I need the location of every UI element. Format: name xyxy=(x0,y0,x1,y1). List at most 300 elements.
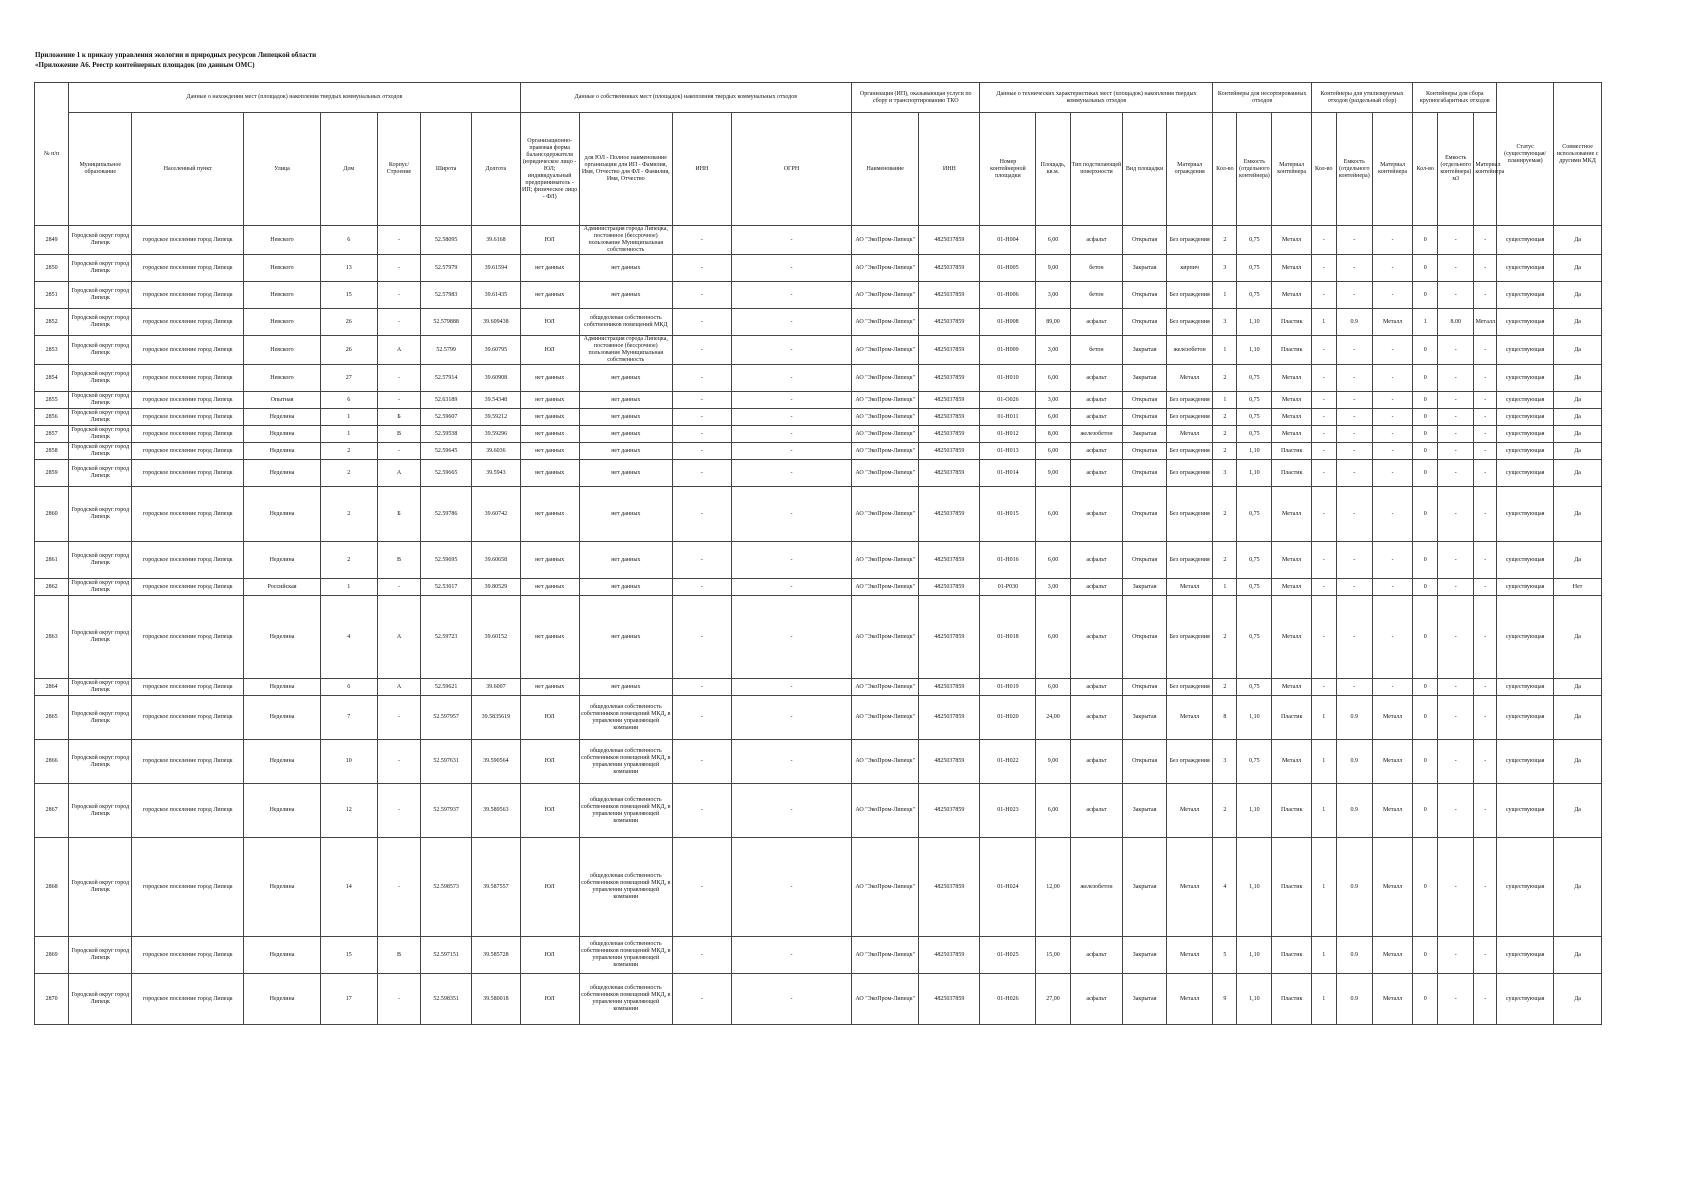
site-type-cell: Закрытая xyxy=(1123,255,1166,282)
container-material-cell: Пластик xyxy=(1272,309,1311,336)
surface-cell: бетон xyxy=(1070,336,1123,365)
status-cell: существующая xyxy=(1497,542,1554,579)
operator-inn-cell: 4825037859 xyxy=(919,460,980,487)
recycle-capacity-cell: - xyxy=(1336,596,1372,679)
container-count-cell: 2 xyxy=(1213,784,1237,838)
row-number-cell: 2870 xyxy=(35,974,69,1025)
shared-use-cell: Да xyxy=(1554,309,1602,336)
shared-use-cell: Да xyxy=(1554,596,1602,679)
container-capacity-cell: 0,75 xyxy=(1237,596,1272,679)
bulky-material-cell: - xyxy=(1474,542,1497,579)
recycle-material-cell: - xyxy=(1372,409,1412,426)
house-cell: 2 xyxy=(320,443,377,460)
longitude-cell: 39.589563 xyxy=(471,784,520,838)
bulky-material-cell: - xyxy=(1474,392,1497,409)
settlement-cell: городское поселение город Липецк xyxy=(132,443,244,460)
municipality-cell: Городской округ город Липецк xyxy=(69,487,132,542)
container-capacity-cell: 1,10 xyxy=(1237,974,1272,1025)
recycle-count-cell: - xyxy=(1311,426,1336,443)
building-cell: - xyxy=(377,740,420,784)
municipality-cell: Городской округ город Липецк xyxy=(69,443,132,460)
municipality-cell: Городской округ город Липецк xyxy=(69,542,132,579)
shared-use-cell: Да xyxy=(1554,426,1602,443)
building-cell: - xyxy=(377,696,420,740)
municipality-cell: Городской округ город Липецк xyxy=(69,974,132,1025)
container-count-cell: 5 xyxy=(1213,937,1237,974)
operator-inn-cell: 4825037859 xyxy=(919,487,980,542)
building-cell: В xyxy=(377,542,420,579)
col-building-header: Корпус/Строение xyxy=(377,113,420,226)
operator-inn-cell: 4825037859 xyxy=(919,542,980,579)
street-cell: Невского xyxy=(244,255,321,282)
building-cell: А xyxy=(377,336,420,365)
recycle-capacity-cell: - xyxy=(1336,679,1372,696)
col-fence-header: Материал ограждения xyxy=(1166,113,1213,226)
bulky-capacity-cell: - xyxy=(1438,336,1474,365)
settlement-cell: городское поселение город Липецк xyxy=(132,409,244,426)
container-count-cell: 8 xyxy=(1213,696,1237,740)
row-number-cell: 2858 xyxy=(35,443,69,460)
area-cell: 12,00 xyxy=(1036,838,1070,937)
recycle-count-cell: - xyxy=(1311,336,1336,365)
ogrn-cell: - xyxy=(731,542,851,579)
inn-cell: - xyxy=(672,336,731,365)
recycle-count-cell: - xyxy=(1311,392,1336,409)
col-count1-header: Кол-во xyxy=(1213,113,1237,226)
fence-cell: Без ограждения xyxy=(1166,542,1213,579)
legal-form-cell: ЮЛ xyxy=(520,226,579,255)
operator-inn-cell: 4825037859 xyxy=(919,974,980,1025)
area-cell: 15,00 xyxy=(1036,937,1070,974)
status-cell: существующая xyxy=(1497,696,1554,740)
owner-name-cell: общедолевая собственность собственников помещений МКД, в управлении управляющей компании xyxy=(579,937,672,974)
longitude-cell: 39.60658 xyxy=(471,542,520,579)
bulky-count-cell: 0 xyxy=(1413,679,1438,696)
shared-use-cell: Да xyxy=(1554,784,1602,838)
container-capacity-cell: 1,10 xyxy=(1237,336,1272,365)
container-count-cell: 1 xyxy=(1213,392,1237,409)
street-cell: Неделина xyxy=(244,487,321,542)
row-number-cell: 2855 xyxy=(35,392,69,409)
col-material3-header: Материал контейнера xyxy=(1474,113,1497,226)
owner-name-cell: нет данных xyxy=(579,409,672,426)
status-cell: существующая xyxy=(1497,255,1554,282)
legal-form-cell: нет данных xyxy=(520,460,579,487)
bulky-count-cell: 0 xyxy=(1413,365,1438,392)
area-cell: 6,00 xyxy=(1036,226,1070,255)
container-material-cell: Металл xyxy=(1272,679,1311,696)
recycle-material-cell: - xyxy=(1372,426,1412,443)
legal-form-cell: ЮЛ xyxy=(520,309,579,336)
row-number-cell: 2861 xyxy=(35,542,69,579)
surface-cell: асфальт xyxy=(1070,596,1123,679)
street-cell: Неделина xyxy=(244,696,321,740)
recycle-material-cell: - xyxy=(1372,226,1412,255)
latitude-cell: 52.59607 xyxy=(421,409,472,426)
recycle-capacity-cell: 0.9 xyxy=(1336,309,1372,336)
bulky-count-cell: 0 xyxy=(1413,542,1438,579)
bulky-capacity-cell: - xyxy=(1438,542,1474,579)
municipality-cell: Городской округ город Липецк xyxy=(69,937,132,974)
container-count-cell: 3 xyxy=(1213,255,1237,282)
recycle-count-cell: 1 xyxy=(1311,740,1336,784)
municipality-cell: Городской округ город Липецк xyxy=(69,740,132,784)
bulky-capacity-cell: - xyxy=(1438,784,1474,838)
col-status-header: Статус (существующая/ планируемая) xyxy=(1497,83,1554,226)
status-cell: существующая xyxy=(1497,460,1554,487)
status-cell: существующая xyxy=(1497,443,1554,460)
bulky-capacity-cell: - xyxy=(1438,937,1474,974)
recycle-count-cell: - xyxy=(1311,487,1336,542)
recycle-capacity-cell: - xyxy=(1336,460,1372,487)
status-cell: существующая xyxy=(1497,740,1554,784)
house-cell: 26 xyxy=(320,309,377,336)
operator-inn-cell: 4825037859 xyxy=(919,579,980,596)
fence-cell: Металл xyxy=(1166,937,1213,974)
operator-inn-cell: 4825037859 xyxy=(919,336,980,365)
row-number-cell: 2863 xyxy=(35,596,69,679)
site-type-cell: Закрытая xyxy=(1123,426,1166,443)
bulky-material-cell: - xyxy=(1474,740,1497,784)
table-row xyxy=(35,255,1602,282)
surface-cell: бетон xyxy=(1070,282,1123,309)
legal-form-cell: нет данных xyxy=(520,542,579,579)
longitude-cell: 39.5943 xyxy=(471,460,520,487)
status-cell: существующая xyxy=(1497,596,1554,679)
bulky-count-cell: 0 xyxy=(1413,696,1438,740)
surface-cell: асфальт xyxy=(1070,542,1123,579)
container-count-cell: 2 xyxy=(1213,426,1237,443)
shared-use-cell: Да xyxy=(1554,282,1602,309)
inn-cell: - xyxy=(672,974,731,1025)
bulky-count-cell: 0 xyxy=(1413,974,1438,1025)
shared-use-cell: Да xyxy=(1554,226,1602,255)
house-cell: 26 xyxy=(320,336,377,365)
col-inn-header: ИНН xyxy=(672,113,731,226)
recycle-count-cell: - xyxy=(1311,579,1336,596)
surface-cell: асфальт xyxy=(1070,487,1123,542)
site-number-cell: 01-Р030 xyxy=(980,579,1036,596)
recycle-material-cell: - xyxy=(1372,365,1412,392)
shared-use-cell: Да xyxy=(1554,392,1602,409)
bulky-count-cell: 0 xyxy=(1413,596,1438,679)
container-capacity-cell: 0,75 xyxy=(1237,365,1272,392)
house-cell: 1 xyxy=(320,579,377,596)
recycle-capacity-cell: 0.9 xyxy=(1336,974,1372,1025)
longitude-cell: 39.60908 xyxy=(471,365,520,392)
area-cell: 6,00 xyxy=(1036,487,1070,542)
recycle-capacity-cell: 0.9 xyxy=(1336,937,1372,974)
bulky-material-cell: - xyxy=(1474,487,1497,542)
recycle-material-cell: Металл xyxy=(1372,309,1412,336)
fence-cell: Без ограждения xyxy=(1166,309,1213,336)
site-number-cell: 01-Н011 xyxy=(980,409,1036,426)
settlement-cell: городское поселение город Липецк xyxy=(132,392,244,409)
recycle-capacity-cell: 0.9 xyxy=(1336,838,1372,937)
legal-form-cell: ЮЛ xyxy=(520,937,579,974)
ogrn-cell: - xyxy=(731,838,851,937)
table-row xyxy=(35,542,1602,579)
legal-form-cell: нет данных xyxy=(520,679,579,696)
operator-name-cell: АО "ЭкоПром-Липецк" xyxy=(852,392,919,409)
owner-name-cell: Администрация города Липецка, постоянное (бессрочное) пользование Муниципальная собственность xyxy=(579,336,672,365)
area-cell: 6,00 xyxy=(1036,542,1070,579)
street-cell: Неделина xyxy=(244,679,321,696)
shared-use-cell: Да xyxy=(1554,974,1602,1025)
surface-cell: асфальт xyxy=(1070,365,1123,392)
municipality-cell: Городской округ город Липецк xyxy=(69,784,132,838)
recycle-count-cell: 1 xyxy=(1311,696,1336,740)
bulky-material-cell: - xyxy=(1474,365,1497,392)
recycle-material-cell: Металл xyxy=(1372,937,1412,974)
building-cell: - xyxy=(377,365,420,392)
shared-use-cell: Да xyxy=(1554,679,1602,696)
legal-form-cell: ЮЛ xyxy=(520,974,579,1025)
table-row xyxy=(35,579,1602,596)
municipality-cell: Городской округ город Липецк xyxy=(69,409,132,426)
site-number-cell: 01-Н025 xyxy=(980,937,1036,974)
operator-name-cell: АО "ЭкоПром-Липецк" xyxy=(852,740,919,784)
table-row xyxy=(35,409,1602,426)
latitude-cell: 52.59621 xyxy=(421,679,472,696)
building-cell: - xyxy=(377,392,420,409)
bulky-capacity-cell: - xyxy=(1438,409,1474,426)
operator-inn-cell: 4825037859 xyxy=(919,696,980,740)
container-capacity-cell: 0,75 xyxy=(1237,679,1272,696)
inn-cell: - xyxy=(672,365,731,392)
operator-name-cell: АО "ЭкоПром-Липецк" xyxy=(852,426,919,443)
ogrn-cell: - xyxy=(731,392,851,409)
settlement-cell: городское поселение город Липецк xyxy=(132,784,244,838)
area-cell: 89,00 xyxy=(1036,309,1070,336)
site-type-cell: Закрытая xyxy=(1123,579,1166,596)
surface-cell: асфальт xyxy=(1070,409,1123,426)
status-cell: существующая xyxy=(1497,426,1554,443)
legal-form-cell: нет данных xyxy=(520,282,579,309)
longitude-cell: 39.61594 xyxy=(471,255,520,282)
owner-name-cell: нет данных xyxy=(579,487,672,542)
table-row xyxy=(35,740,1602,784)
area-cell: 3,00 xyxy=(1036,282,1070,309)
bulky-count-cell: 0 xyxy=(1413,282,1438,309)
col-capacity1-header: Емкость (отдельного контейнера) xyxy=(1237,113,1272,226)
inn-cell: - xyxy=(672,226,731,255)
legal-form-cell: нет данных xyxy=(520,255,579,282)
fence-cell: Без ограждения xyxy=(1166,443,1213,460)
bulky-material-cell: - xyxy=(1474,336,1497,365)
container-count-cell: 3 xyxy=(1213,309,1237,336)
settlement-cell: городское поселение город Липецк xyxy=(132,487,244,542)
site-type-cell: Закрытая xyxy=(1123,974,1166,1025)
container-material-cell: Металл xyxy=(1272,596,1311,679)
street-cell: Невского xyxy=(244,282,321,309)
recycle-capacity-cell: - xyxy=(1336,392,1372,409)
col-name-header: для ЮЛ - Полное наименование организации для ИП - Фамилия, Имя, Отчество для ФЛ - Фамилия, Имя, Отчество xyxy=(579,113,672,226)
bulky-count-cell: 0 xyxy=(1413,579,1438,596)
bulky-capacity-cell: - xyxy=(1438,579,1474,596)
site-type-cell: Открытая xyxy=(1123,740,1166,784)
site-type-cell: Открытая xyxy=(1123,443,1166,460)
inn-cell: - xyxy=(672,282,731,309)
longitude-cell: 39.59212 xyxy=(471,409,520,426)
recycle-material-cell: - xyxy=(1372,679,1412,696)
row-number-cell: 2851 xyxy=(35,282,69,309)
row-number-cell: 2866 xyxy=(35,740,69,784)
container-count-cell: 2 xyxy=(1213,679,1237,696)
recycle-material-cell: - xyxy=(1372,255,1412,282)
col-area-header: Площадь, кв.м. xyxy=(1036,113,1070,226)
fence-cell: кирпич xyxy=(1166,255,1213,282)
bulky-count-cell: 0 xyxy=(1413,937,1438,974)
bulky-count-cell: 0 xyxy=(1413,392,1438,409)
operator-name-cell: АО "ЭкоПром-Липецк" xyxy=(852,784,919,838)
latitude-cell: 52.57979 xyxy=(421,255,472,282)
row-number-cell: 2853 xyxy=(35,336,69,365)
site-number-cell: 01-Н023 xyxy=(980,784,1036,838)
house-cell: 27 xyxy=(320,365,377,392)
latitude-cell: 52.57983 xyxy=(421,282,472,309)
bulky-capacity-cell: - xyxy=(1438,365,1474,392)
inn-cell: - xyxy=(672,309,731,336)
table-row xyxy=(35,460,1602,487)
owner-name-cell: нет данных xyxy=(579,255,672,282)
col-ogrn-header: ОГРН xyxy=(731,113,851,226)
col-lon-header: Долгота xyxy=(471,113,520,226)
container-count-cell: 2 xyxy=(1213,487,1237,542)
inn-cell: - xyxy=(672,784,731,838)
legal-form-cell: нет данных xyxy=(520,443,579,460)
container-material-cell: Пластик xyxy=(1272,336,1311,365)
area-cell: 6,00 xyxy=(1036,365,1070,392)
container-material-cell: Пластик xyxy=(1272,838,1311,937)
container-capacity-cell: 0,75 xyxy=(1237,579,1272,596)
col-site-no-header: Номер контейнерной площадки xyxy=(980,113,1036,226)
inn-cell: - xyxy=(672,838,731,937)
legal-form-cell: нет данных xyxy=(520,579,579,596)
container-material-cell: Металл xyxy=(1272,409,1311,426)
fence-cell: Металл xyxy=(1166,426,1213,443)
shared-use-cell: Да xyxy=(1554,443,1602,460)
latitude-cell: 52.63189 xyxy=(421,392,472,409)
bulky-capacity-cell: - xyxy=(1438,426,1474,443)
table-row xyxy=(35,838,1602,937)
bulky-material-cell: - xyxy=(1474,579,1497,596)
operator-inn-cell: 4825037859 xyxy=(919,740,980,784)
status-cell: существующая xyxy=(1497,226,1554,255)
fence-cell: Металл xyxy=(1166,838,1213,937)
row-number-cell: 2859 xyxy=(35,460,69,487)
building-cell: А xyxy=(377,460,420,487)
row-number-cell: 2869 xyxy=(35,937,69,974)
bulky-count-cell: 0 xyxy=(1413,740,1438,784)
inn-cell: - xyxy=(672,392,731,409)
col-material2-header: Материал контейнера xyxy=(1372,113,1412,226)
recycle-count-cell: 1 xyxy=(1311,838,1336,937)
row-number-cell: 2857 xyxy=(35,426,69,443)
area-cell: 9,00 xyxy=(1036,255,1070,282)
inn-cell: - xyxy=(672,696,731,740)
latitude-cell: 52.597937 xyxy=(421,784,472,838)
legal-form-cell: ЮЛ xyxy=(520,336,579,365)
site-number-cell: 01-Н020 xyxy=(980,696,1036,740)
longitude-cell: 39.609438 xyxy=(471,309,520,336)
settlement-cell: городское поселение город Липецк xyxy=(132,579,244,596)
recycle-count-cell: 1 xyxy=(1311,784,1336,838)
bulky-material-cell: - xyxy=(1474,784,1497,838)
latitude-cell: 52.597631 xyxy=(421,740,472,784)
site-type-cell: Открытая xyxy=(1123,392,1166,409)
fence-cell: Без ограждения xyxy=(1166,282,1213,309)
inn-cell: - xyxy=(672,255,731,282)
row-number-cell: 2860 xyxy=(35,487,69,542)
recycle-count-cell: - xyxy=(1311,255,1336,282)
inn-cell: - xyxy=(672,487,731,542)
site-type-cell: Открытая xyxy=(1123,460,1166,487)
area-cell: 24,00 xyxy=(1036,696,1070,740)
recycle-material-cell: Металл xyxy=(1372,784,1412,838)
site-number-cell: 01-Н012 xyxy=(980,426,1036,443)
table-row xyxy=(35,596,1602,679)
recycle-material-cell: Металл xyxy=(1372,740,1412,784)
longitude-cell: 39.585728 xyxy=(471,937,520,974)
settlement-cell: городское поселение город Липецк xyxy=(132,974,244,1025)
bulky-capacity-cell: - xyxy=(1438,679,1474,696)
house-cell: 15 xyxy=(320,937,377,974)
site-number-cell: 01-Н009 xyxy=(980,336,1036,365)
latitude-cell: 52.5799 xyxy=(421,336,472,365)
latitude-cell: 52.598573 xyxy=(421,838,472,937)
bulky-capacity-cell: - xyxy=(1438,838,1474,937)
operator-name-cell: АО "ЭкоПром-Липецк" xyxy=(852,282,919,309)
bulky-capacity-cell: - xyxy=(1438,596,1474,679)
shared-use-cell: Да xyxy=(1554,696,1602,740)
ogrn-cell: - xyxy=(731,336,851,365)
surface-cell: асфальт xyxy=(1070,392,1123,409)
owner-name-cell: Администрация города Липецка, постоянное (бессрочное) пользование Муниципальная собственность xyxy=(579,226,672,255)
shared-use-cell: Да xyxy=(1554,487,1602,542)
area-cell: 6,00 xyxy=(1036,443,1070,460)
longitude-cell: 39.587557 xyxy=(471,838,520,937)
recycle-count-cell: - xyxy=(1311,679,1336,696)
recycle-count-cell: - xyxy=(1311,409,1336,426)
surface-cell: асфальт xyxy=(1070,696,1123,740)
operator-name-cell: АО "ЭкоПром-Липецк" xyxy=(852,838,919,937)
settlement-cell: городское поселение город Липецк xyxy=(132,309,244,336)
site-type-cell: Открытая xyxy=(1123,282,1166,309)
settlement-cell: городское поселение город Липецк xyxy=(132,426,244,443)
ogrn-cell: - xyxy=(731,282,851,309)
fence-cell: Металл xyxy=(1166,696,1213,740)
container-material-cell: Металл xyxy=(1272,426,1311,443)
shared-use-cell: Да xyxy=(1554,365,1602,392)
surface-cell: асфальт xyxy=(1070,460,1123,487)
street-cell: Неделина xyxy=(244,740,321,784)
longitude-cell: 39.54348 xyxy=(471,392,520,409)
owner-name-cell: общедолевая собственность собственников помещений МКД, в управлении управляющей компании xyxy=(579,838,672,937)
col-material1-header: Материал контейнера xyxy=(1272,113,1311,226)
recycle-capacity-cell: - xyxy=(1336,226,1372,255)
inn-cell: - xyxy=(672,740,731,784)
recycle-capacity-cell: - xyxy=(1336,487,1372,542)
recycle-count-cell: - xyxy=(1311,226,1336,255)
municipality-cell: Городской округ город Липецк xyxy=(69,838,132,937)
row-number-cell: 2864 xyxy=(35,679,69,696)
building-cell: - xyxy=(377,443,420,460)
owner-name-cell: нет данных xyxy=(579,542,672,579)
longitude-cell: 39.6168 xyxy=(471,226,520,255)
surface-cell: асфальт xyxy=(1070,309,1123,336)
container-count-cell: 2 xyxy=(1213,596,1237,679)
